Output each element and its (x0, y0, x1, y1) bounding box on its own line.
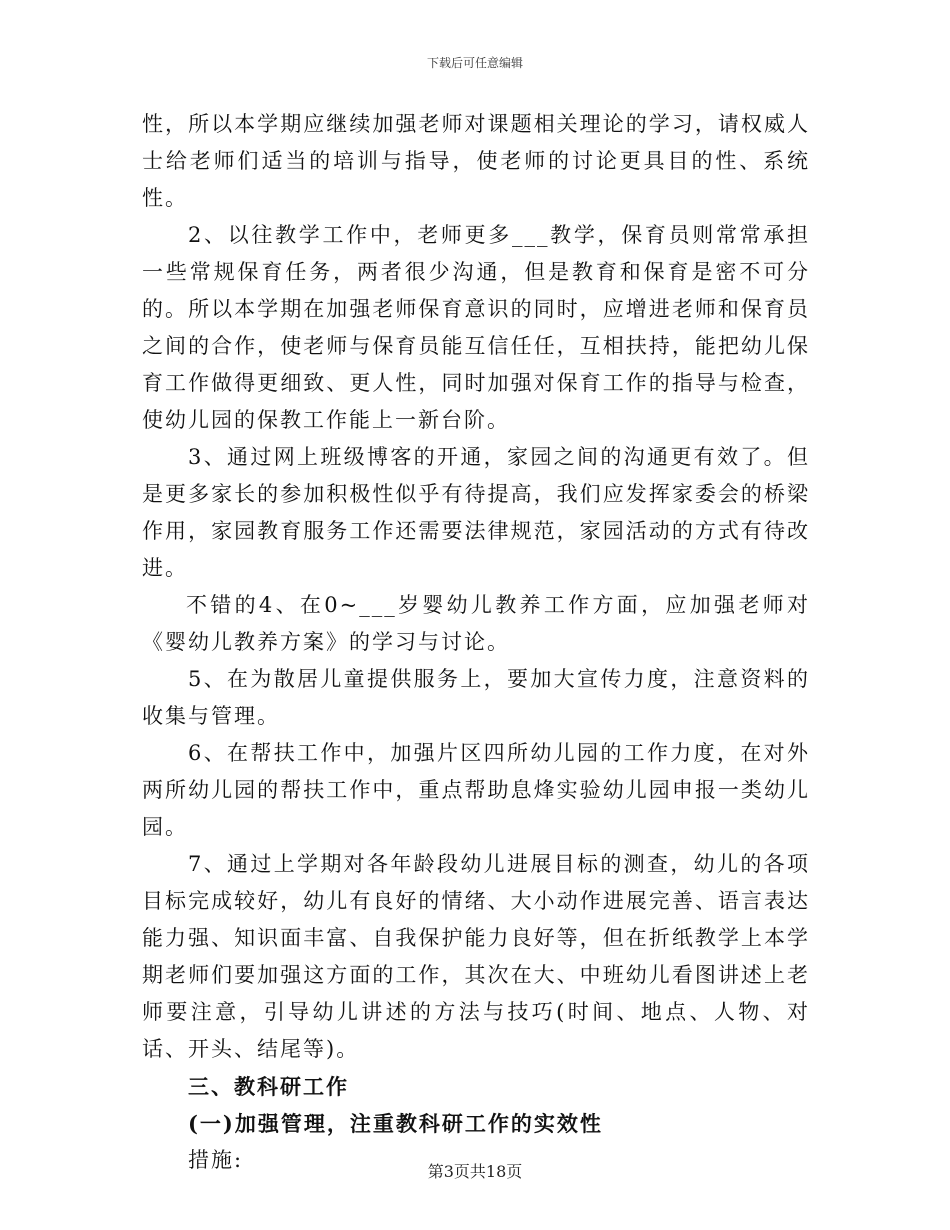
paragraph-item-4: 不错的4、在0~___岁婴幼儿教养工作方面，应加强老师对《婴幼儿教养方案》的学习与讨论。 (142, 593, 810, 654)
paragraph-item-7: 7、通过上学期对各年龄段幼儿进展目标的测查，幼儿的各项目标完成较好，幼儿有良好的情绪、大小动作进展完善、语言表达能力强、知识面丰富、自我保护能力良好等，但在折纸教学上本学期老师们要加强这方面的工作，其次在大、中班幼儿看图讲述上老师要注意，引导幼儿讲述的方法与技巧(时间、地点、人物、对话、开头、结尾等)。 (142, 852, 810, 1061)
paragraph-item-5: 5、在为散居儿童提供服务上，要加大宣传力度，注意资料的收集与管理。 (142, 667, 810, 728)
subsection-heading: (一)加强管理，注重教科研工作的实效性 (188, 1111, 603, 1136)
measures-label: 措施: (188, 1148, 244, 1172)
paragraph-item-3: 3、通过网上班级博客的开通，家园之间的沟通更有效了。但是更多家长的参加积极性似乎有待提高，我们应发挥家委会的桥梁作用，家园教育服务工作还需要法律规范，家园活动的方式有待改进。 (142, 445, 810, 580)
paragraph-continuation: 性，所以本学期应继续加强老师对课题相关理论的学习，请权威人士给老师们适当的培训与指导，使老师的讨论更具目的性、系统性。 (142, 112, 810, 210)
paragraph-item-6: 6、在帮扶工作中，加强片区四所幼儿园的工作力度，在对外两所幼儿园的帮扶工作中，重点帮助息烽实验幼儿园申报一类幼儿园。 (142, 741, 810, 839)
section-heading: 三、教科研工作 (188, 1074, 349, 1099)
page-number: 第3页共18页 (427, 1162, 523, 1181)
paragraph-item-2: 2、以往教学工作中，老师更多___教学，保育员则常常承担一些常规保育任务，两者很少沟通，但是教育和保育是密不可分的。所以本学期在加强老师保育意识的同时，应增进老师和保育员之间的合作，使老师与保育员能互信任任，互相扶持，能把幼儿保育工作做得更细致、更人性，同时加强对保育工作的指导与检查，使幼儿园的保教工作能上一新台阶。 (142, 223, 810, 432)
page-header: 下载后可任意编辑 (426, 56, 523, 70)
document-body (142, 106, 810, 1179)
